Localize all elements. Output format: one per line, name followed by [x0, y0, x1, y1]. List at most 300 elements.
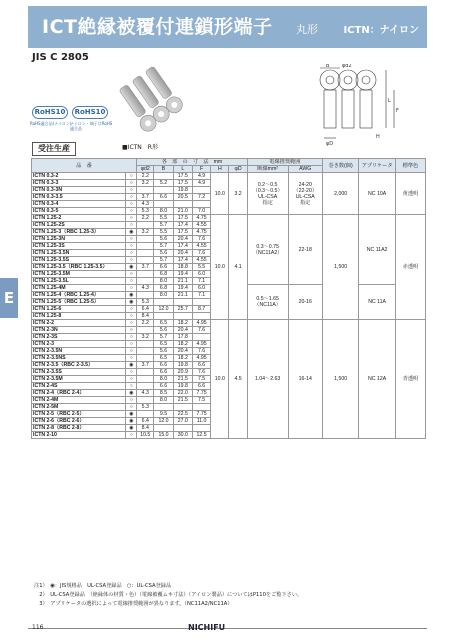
dim-l: 20.4 [173, 327, 192, 334]
dim-l: 17.5 [173, 173, 192, 180]
dim-l: 21.5 [173, 376, 192, 383]
mark-cell: ○ [126, 236, 137, 243]
dim-f [192, 201, 210, 208]
applicator: NC 11A [359, 285, 395, 320]
part-number: ICTN 2-4（RBC 2-4） [32, 390, 126, 397]
dim-f: 7.5 [192, 397, 210, 404]
dim-l: 21.5 [173, 397, 192, 404]
awg [288, 173, 322, 215]
dim-b: 6.8 [154, 285, 173, 292]
note-3: 3） アプリケータの選択によって電線推奨範囲が異なります。（NC11A2/NC11A） [34, 601, 233, 607]
dim-d2: 4.3 [137, 390, 154, 397]
dim-l: 18.2 [173, 355, 192, 362]
part-number: ICTN 1.25-3.5L [32, 278, 126, 285]
cell-line: 0.3〜0.75 [256, 243, 279, 250]
mark-cell: ○ [126, 404, 137, 411]
applicator: NC 11A2 [359, 215, 395, 285]
table-row [32, 215, 426, 222]
dim-f: 4.75 [192, 215, 210, 222]
mark-cell: ○ [126, 348, 137, 355]
dim-b: 8.0 [154, 208, 173, 215]
header-hinban: 品 番 [32, 159, 137, 173]
dim-d2 [137, 376, 154, 383]
mark-cell: ◉ [126, 425, 137, 432]
mark-cell: ○ [126, 271, 137, 278]
dim-f: 7.6 [192, 236, 210, 243]
dim-f [192, 425, 210, 432]
dim-f: 7.1 [192, 292, 210, 299]
mark-cell: ○ [126, 250, 137, 257]
rohs-badge-2: RoHS10 [72, 106, 108, 119]
mark-cell: ○ [126, 222, 137, 229]
part-number: ICTN 2-3.5（RBC 2-3.5） [32, 362, 126, 369]
dim-b [154, 313, 173, 320]
dim-b: 6.5 [154, 341, 173, 348]
dim-d2: 3.7 [137, 362, 154, 369]
page-title: ICT絶縁被覆付連鎖形端子 [42, 16, 273, 38]
cell-line: 24-20 [298, 181, 312, 188]
photo-caption: ■ICTN R形 [122, 144, 158, 151]
dim-d2 [137, 278, 154, 285]
mark-cell: ○ [126, 180, 137, 187]
dim-l [173, 425, 192, 432]
dim-b: 5.6 [154, 250, 173, 257]
dim-d2 [137, 187, 154, 194]
dim-b: 6.5 [154, 355, 173, 362]
part-number: ICTN 1.25-3.5M [32, 271, 126, 278]
order-badge: 受注生産 [32, 142, 76, 156]
part-number: ICTN 0.3-3 [32, 180, 126, 187]
dim-b [154, 425, 173, 432]
cell-line: UL-CSA [295, 193, 315, 200]
drawing-label-d: φD [326, 141, 334, 147]
dim-d2: 8.4 [137, 313, 154, 320]
dim-b: 6.6 [154, 194, 173, 201]
part-number: ICTN 1.25-2 [32, 215, 126, 222]
dim-b [154, 201, 173, 208]
part-number: ICTN 0.3-3.5 [32, 194, 126, 201]
dim-b: 5.7 [154, 243, 173, 250]
dim-l: 22.0 [173, 390, 192, 397]
part-number: ICTN 2-3.5NS [32, 355, 126, 362]
mark-cell: ○ [126, 201, 137, 208]
dim-l: 19.8 [173, 383, 192, 390]
dim-l: 21.0 [173, 208, 192, 215]
dim-l: 30.0 [173, 432, 192, 439]
header-l: L [173, 166, 192, 173]
mark-cell: ○ [126, 278, 137, 285]
dim-f: 4.55 [192, 243, 210, 250]
dim-f: 6.0 [192, 271, 210, 278]
part-number: ICTN 2-5（RBC 2-5） [32, 411, 126, 418]
mark-cell: ○ [126, 194, 137, 201]
dim-f: 7.2 [192, 194, 210, 201]
dim-b: 8.0 [154, 376, 173, 383]
dim-l: 21.1 [173, 278, 192, 285]
dim-f: 11.0 [192, 418, 210, 425]
footer-divider [28, 628, 427, 629]
dim-d2 [137, 292, 154, 299]
part-number: ICTN 2-3N [32, 327, 126, 334]
spec-table-body [32, 173, 426, 439]
material-label: ICTN：ナイロン [343, 25, 419, 36]
dim-b [154, 187, 173, 194]
header-d2: φd2 [137, 166, 154, 173]
dim-d2: 3.2 [137, 229, 154, 236]
part-number: ICTN 2-5M [32, 404, 126, 411]
spec-table [31, 158, 426, 439]
part-number: ICTN 2-2 [32, 320, 126, 327]
page-number: 116 [32, 624, 44, 631]
dim-l: 17.4 [173, 222, 192, 229]
dim-b: 5.6 [154, 236, 173, 243]
part-number: ICTN 1.25-3.5S [32, 257, 126, 264]
header-denryu: 電線推奨範囲 [247, 159, 322, 166]
dim-b: 5.5 [154, 215, 173, 222]
part-number: ICTN 0.3-4 [32, 201, 126, 208]
part-number: ICTN 2-3.5M [32, 376, 126, 383]
dim-d2: 5.3 [137, 299, 154, 306]
dim-f [192, 299, 210, 306]
mark-cell: ○ [126, 369, 137, 376]
dim-l: 18.8 [173, 264, 192, 271]
dim-b: 12.0 [154, 306, 173, 313]
section-tab: E [0, 278, 18, 318]
dim-d2: 3.7 [137, 194, 154, 201]
dim-b: 6.6 [154, 369, 173, 376]
part-number: ICTN 1.25-8 [32, 313, 126, 320]
mark-cell: ○ [126, 432, 137, 439]
dim-l: 19.8 [173, 187, 192, 194]
dim-l: 20.9 [173, 369, 192, 376]
rohs-badge-1: RoHS10 [32, 106, 68, 119]
dim-d2 [137, 397, 154, 404]
dim-d2: 3.2 [137, 334, 154, 341]
dim-f: 7.6 [192, 327, 210, 334]
cell-line: UL-CSA [258, 193, 278, 200]
dim-l: 21.1 [173, 292, 192, 299]
dim-l: 27.0 [173, 418, 192, 425]
dim-l: 20.5 [173, 194, 192, 201]
mark-cell: ◉ [126, 390, 137, 397]
header-applicator: アプリケータ [359, 159, 395, 173]
dim-b: 6.6 [154, 264, 173, 271]
dimension-drawing [290, 64, 420, 148]
dim-l: 19.4 [173, 271, 192, 278]
dim-d2 [137, 327, 154, 334]
awg: 16-14 [288, 320, 322, 439]
dim-d2 [137, 348, 154, 355]
part-number: ICTN 1.25-4（RBC 1.25-4） [32, 292, 126, 299]
dim-l: 17.8 [173, 334, 192, 341]
dim-f: 4.55 [192, 257, 210, 264]
mark-cell: ◉ [126, 362, 137, 369]
dim-f: 7.75 [192, 411, 210, 418]
mark-cell: ◉ [126, 299, 137, 306]
quantity: 1,500 [322, 320, 358, 439]
dim-d2: 3.2 [137, 180, 154, 187]
dim-b: 5.6 [154, 327, 173, 334]
header-awg: AWG [288, 166, 322, 173]
dim-f: 4.9 [192, 173, 210, 180]
note-2: 2） UL-CSA登録品 （絶縁体の材質・色）（電線被覆ムキ寸法）（アイロン製品）についてはP110をご覧下さい。 [34, 592, 303, 598]
dim-b: 5.5 [154, 229, 173, 236]
table-row [32, 173, 426, 180]
dim-d2 [137, 355, 154, 362]
dim-d2 [137, 369, 154, 376]
dim-d2: 4.3 [137, 201, 154, 208]
dim-d2 [137, 411, 154, 418]
wire-range [247, 285, 288, 320]
color: 青透明 [395, 320, 425, 439]
quantity: 2,000 [322, 173, 358, 215]
dim-f: 7.6 [192, 369, 210, 376]
drawing-label-h: H [376, 134, 380, 140]
dim-d2 [137, 236, 154, 243]
mark-cell: ○ [126, 208, 137, 215]
part-number: ICTN 1.25-4M [32, 285, 126, 292]
dim-l: 25.7 [173, 306, 192, 313]
part-number: ICTN 0.3-2 [32, 173, 126, 180]
mark-cell: ○ [126, 215, 137, 222]
dim-b: 12.0 [154, 418, 173, 425]
wire-range [247, 173, 288, 215]
jis-standard: JIS C 2805 [32, 52, 89, 63]
dim-b: 5.7 [154, 257, 173, 264]
cell-line: 指定 [300, 199, 311, 206]
page-header [28, 6, 427, 48]
dim-l: 20.4 [173, 250, 192, 257]
dim-b: 8.0 [154, 397, 173, 404]
dim-b: 15.0 [154, 432, 173, 439]
drawing-label-d2: φd2 [342, 64, 352, 69]
part-number: ICTN 0.3-5 [32, 208, 126, 215]
dim-d2: 3.7 [137, 264, 154, 271]
mark-cell: ○ [126, 285, 137, 292]
dim-d: 4.5 [229, 320, 247, 439]
header-sunpou: 各 部 の 寸 法 mm [137, 159, 248, 166]
dim-l: 22.5 [173, 411, 192, 418]
part-number: ICTN 1.25-6 [32, 306, 126, 313]
dim-d: 4.1 [229, 215, 247, 320]
dim-d2: 5.3 [137, 208, 154, 215]
dim-f: 4.75 [192, 229, 210, 236]
dim-b: 9.5 [154, 411, 173, 418]
part-number: ICTN 2-3.5N [32, 348, 126, 355]
mark-cell: ○ [126, 320, 137, 327]
dim-f [192, 187, 210, 194]
wire-range: 1.04〜2.63 [247, 320, 288, 439]
dim-f: 4.95 [192, 320, 210, 327]
part-number: ICTN 1.25-5（RBC 1.25-5） [32, 299, 126, 306]
dim-l [173, 299, 192, 306]
product-photo [118, 62, 190, 140]
header-color: 標準色 [395, 159, 425, 173]
dim-d: 3.2 [229, 173, 247, 215]
dim-b: 6.5 [154, 320, 173, 327]
dim-f: 6.6 [192, 362, 210, 369]
dim-d2 [137, 383, 154, 390]
dim-d2 [137, 341, 154, 348]
dim-d2: 2.2 [137, 320, 154, 327]
cell-line: 0.5〜1.65 [256, 296, 279, 302]
dim-f [192, 404, 210, 411]
drawing-label-f: F [396, 108, 399, 114]
part-number: ICTN 1.25-3N [32, 236, 126, 243]
part-number: ICTN 2-4S [32, 383, 126, 390]
cell-line: （0.3〜0.5） [252, 187, 283, 194]
cell-line: （NC11A2） [252, 249, 283, 256]
dim-f: 4.55 [192, 222, 210, 229]
part-number: ICTN 1.25-3S [32, 243, 126, 250]
awg: 22-18 [288, 215, 322, 285]
dim-f: 7.0 [192, 208, 210, 215]
part-number: ICTN 2-3.5S [32, 369, 126, 376]
dim-b: 6.6 [154, 362, 173, 369]
dim-l [173, 404, 192, 411]
dim-l: 18.2 [173, 320, 192, 327]
mark-cell: ◉ [126, 264, 137, 271]
table-row [32, 320, 426, 327]
quantity: 1,500 [322, 215, 358, 320]
dim-f: 6.0 [192, 285, 210, 292]
header-area: 断線mm² [247, 166, 288, 173]
dim-b: 5.7 [154, 334, 173, 341]
part-number: ICTN 2-3 [32, 341, 126, 348]
mark-cell: ○ [126, 313, 137, 320]
part-number: ICTN 2-10 [32, 432, 126, 439]
dim-b: 5.2 [154, 180, 173, 187]
brand-logo: NICHIFU [188, 623, 226, 632]
rohs-note-2: ナイロン・端子はRoHS適合品 [70, 121, 113, 131]
drawing-label-l: L [388, 98, 391, 104]
dim-f [192, 313, 210, 320]
dim-d2 [137, 243, 154, 250]
dim-f [192, 334, 210, 341]
applicator: NC 12A [359, 320, 395, 439]
cell-line: 0.2〜0.5 [257, 181, 278, 188]
dim-l: 19.8 [173, 362, 192, 369]
mark-cell: ○ [126, 327, 137, 334]
dim-f: 4.95 [192, 341, 210, 348]
notes [34, 582, 302, 609]
mark-cell: ◉ [126, 418, 137, 425]
dim-d2: 5.3 [137, 404, 154, 411]
dim-l [173, 313, 192, 320]
header-h: H [211, 166, 229, 173]
dim-f: 7.75 [192, 390, 210, 397]
mark-cell: ○ [126, 173, 137, 180]
dim-b [154, 299, 173, 306]
header-makisu: 巻き数(個) [322, 159, 358, 173]
mark-cell: ◉ [126, 411, 137, 418]
mark-cell: ○ [126, 376, 137, 383]
dim-d2: 2.2 [137, 215, 154, 222]
dim-d2: 6.4 [137, 418, 154, 425]
mark-cell: ○ [126, 187, 137, 194]
dim-b: 5.7 [154, 222, 173, 229]
rohs-note-1: RoHS適合品(ナイロン) [30, 121, 72, 126]
mark-cell: ○ [126, 334, 137, 341]
header-b: B [154, 166, 173, 173]
cell-line: 指定 [262, 199, 273, 206]
dim-l [173, 201, 192, 208]
dim-f: 7.5 [192, 376, 210, 383]
dim-d2: 2.2 [137, 173, 154, 180]
dim-d2: 8.4 [137, 425, 154, 432]
dim-f: 7.1 [192, 278, 210, 285]
dim-f: 12.5 [192, 432, 210, 439]
header-f: F [192, 166, 210, 173]
wire-range [247, 215, 288, 285]
dim-d2 [137, 250, 154, 257]
mark-cell: ◉ [126, 292, 137, 299]
part-number: ICTN 1.25-2S [32, 222, 126, 229]
dim-b: 6.6 [154, 383, 173, 390]
mark-cell: ○ [126, 355, 137, 362]
dim-l: 17.5 [173, 229, 192, 236]
dim-b [154, 404, 173, 411]
dim-d2 [137, 222, 154, 229]
dim-d2: 4.3 [137, 285, 154, 292]
dim-h: 10.0 [211, 215, 229, 320]
dim-f: 4.9 [192, 180, 210, 187]
dim-d2: 6.4 [137, 306, 154, 313]
note-1: 注1） ◉：JIS規格品 UL-CSA登録品 ○：UL-CSA登録品 [34, 583, 172, 589]
dim-l: 20.4 [173, 236, 192, 243]
header-d: φD [229, 166, 247, 173]
mark-cell: ○ [126, 397, 137, 404]
dim-h: 10.0 [211, 173, 229, 215]
part-number: ICTN 1.25-3.5N [32, 250, 126, 257]
dim-l: 17.5 [173, 215, 192, 222]
dim-l: 20.4 [173, 348, 192, 355]
dim-f: 6.6 [192, 383, 210, 390]
dim-d2 [137, 257, 154, 264]
mark-cell: ○ [126, 243, 137, 250]
part-number: ICTN 2-8（RBC 2-8） [32, 425, 126, 432]
mark-cell: ◉ [126, 229, 137, 236]
mark-cell: ○ [126, 383, 137, 390]
dim-f: 5.5 [192, 264, 210, 271]
dim-l: 19.4 [173, 285, 192, 292]
dim-b: 8.0 [154, 292, 173, 299]
cell-line: （22-20） [293, 187, 318, 194]
dim-f: 7.6 [192, 250, 210, 257]
dim-l: 18.2 [173, 341, 192, 348]
dim-d2 [137, 271, 154, 278]
page-subtitle: 丸形 [296, 23, 318, 36]
dim-b [154, 173, 173, 180]
awg: 20-16 [288, 285, 322, 320]
dim-b: 8.0 [154, 278, 173, 285]
dim-h: 10.0 [211, 320, 229, 439]
part-number: ICTN 1.25-3.5（RBC 1.25-3.5） [32, 264, 126, 271]
part-number: ICTN 1.25-3（RBC 1.25-3） [32, 229, 126, 236]
part-number: ICTN 2-3S [32, 334, 126, 341]
mark-cell: ○ [126, 257, 137, 264]
dim-l: 17.4 [173, 257, 192, 264]
dim-f: 7.6 [192, 348, 210, 355]
part-number: ICTN 2-4M [32, 397, 126, 404]
dim-f: 4.95 [192, 355, 210, 362]
dim-b: 6.8 [154, 271, 173, 278]
color: 黄透明 [395, 173, 425, 215]
part-number: ICTN 0.3-3N [32, 187, 126, 194]
dim-d2: 10.5 [137, 432, 154, 439]
mark-cell: ○ [126, 306, 137, 313]
color: 赤透明 [395, 215, 425, 320]
